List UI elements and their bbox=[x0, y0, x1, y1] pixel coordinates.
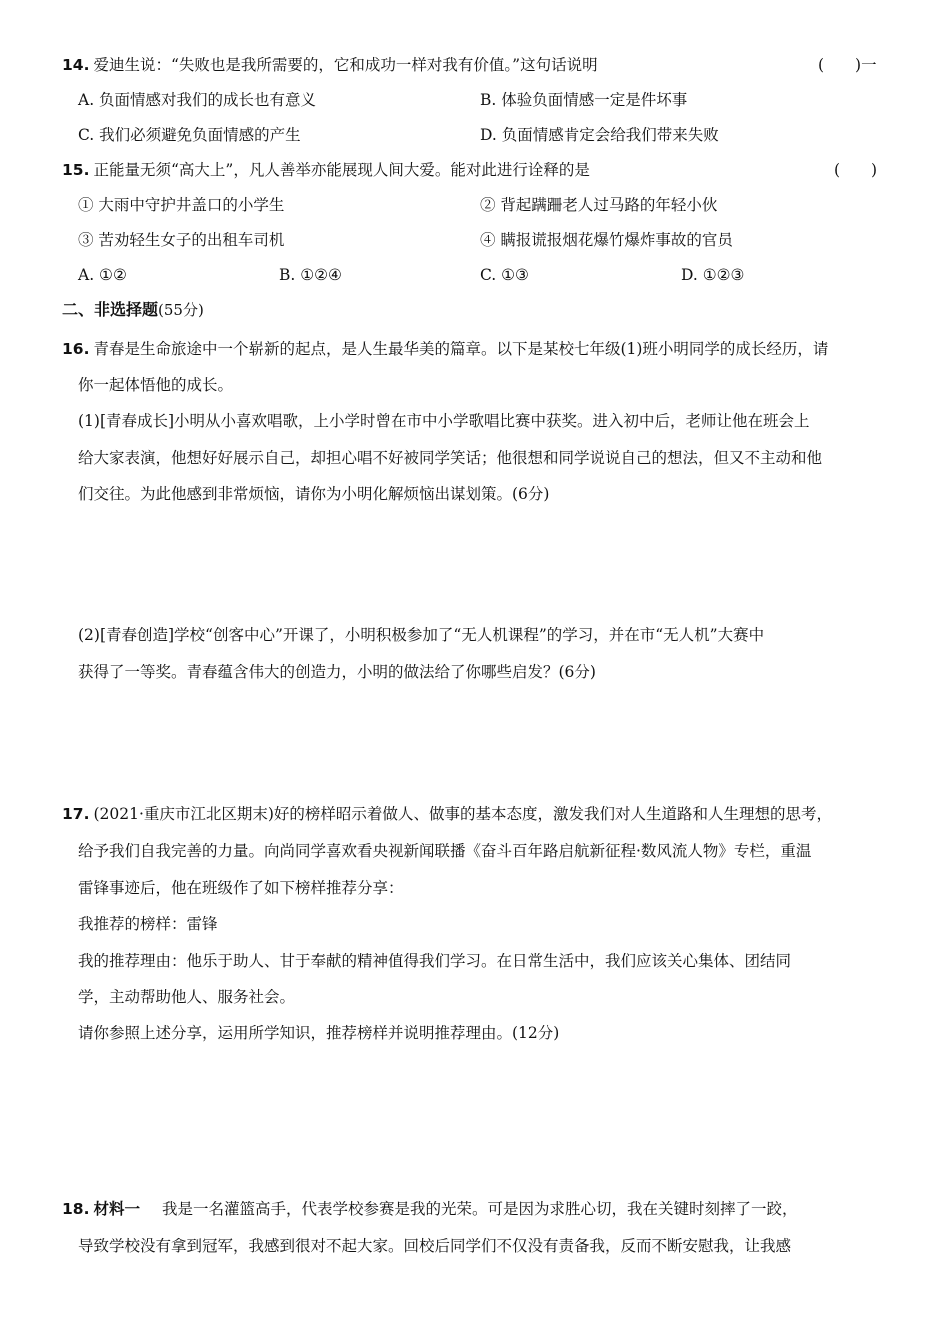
q18-number: 18. bbox=[62, 1200, 90, 1218]
q17-stem-line-1 bbox=[62, 803, 832, 825]
section2-score: (55分) bbox=[158, 301, 204, 319]
q17-quote-line-3: 学，主动帮助他人、服务社会。 bbox=[78, 988, 296, 1006]
q14-option-a: A. 负面情感对我们的成长也有意义 bbox=[78, 91, 317, 109]
q14-number: 14. bbox=[62, 56, 90, 74]
q18-material-label: 材料一 bbox=[93, 1200, 140, 1218]
section2-heading bbox=[62, 299, 204, 321]
q14-option-c: C. 我们必须避免负面情感的产生 bbox=[78, 126, 301, 144]
q17-stem-line-3: 雷锋事迹后，他在班级作了如下榜样推荐分享： bbox=[78, 879, 404, 897]
q16-stem-1: 青春是生命旅途中一个崭新的起点，是人生最华美的篇章。以下是某校七年级(1)班小明同学的成长经历，请 bbox=[93, 340, 829, 358]
q14-option-d: D. 负面情感肯定会给我们带来失败 bbox=[480, 126, 719, 144]
q18-stem-line-1 bbox=[62, 1198, 798, 1220]
q15-item-4: ④ 瞒报谎报烟花爆竹爆炸事故的官员 bbox=[480, 231, 733, 249]
q17-quote-line-2: 我的推荐理由：他乐于助人、甘于奉献的精神值得我们学习。在日常生活中，我们应该关心集体、团结同 bbox=[78, 952, 792, 970]
q16-part1-line-1: (1)[青春成长]小明从小喜欢唱歌，上小学时曾在市中小学歌唱比赛中获奖。进入初中后，老师让他在班会上 bbox=[78, 412, 810, 430]
q14-option-b: B. 体验负面情感一定是件坏事 bbox=[480, 91, 688, 109]
section2-title: 二、非选择题 bbox=[62, 300, 159, 319]
q18-material-text-1: 我是一名灌篮高手，代表学校参赛是我的光荣。可是因为求胜心切，我在关键时刻摔了一跤， bbox=[161, 1200, 798, 1218]
q16-number: 16. bbox=[62, 340, 90, 358]
q14-answer-paren: ( )一 bbox=[818, 56, 877, 74]
q15-option-c: C. ①③ bbox=[480, 266, 529, 284]
q16-part2-line-2: 获得了一等奖。青春蕴含伟大的创造力，小明的做法给了你哪些启发？(6分) bbox=[78, 663, 596, 681]
q15-answer-paren: ( ) bbox=[834, 161, 878, 179]
q15-number: 15. bbox=[62, 161, 90, 179]
q15-option-b: B. ①②④ bbox=[279, 266, 342, 284]
q14-stem-line bbox=[62, 54, 598, 76]
q15-item-3: ③ 苦劝轻生女子的出租车司机 bbox=[78, 231, 285, 249]
q16-part1-line-3: 们交往。为此他感到非常烦恼，请你为小明化解烦恼出谋划策。(6分) bbox=[78, 485, 550, 503]
q17-quote-line-1: 我推荐的榜样：雷锋 bbox=[78, 915, 218, 933]
q16-stem-line-1 bbox=[62, 338, 828, 360]
q17-stem-line-2: 给予我们自我完善的力量。向尚同学喜欢看央视新闻联播《奋斗百年路启航新征程·数风流人物》专栏，重温 bbox=[78, 842, 812, 860]
q15-item-1: ① 大雨中守护井盖口的小学生 bbox=[78, 196, 285, 214]
q16-part2-line-1: (2)[青春创造]学校“创客中心”开课了，小明积极参加了“无人机课程”的学习，并在市“无人机”大赛中 bbox=[78, 626, 765, 644]
q17-number: 17. bbox=[62, 805, 90, 823]
q15-option-a: A. ①② bbox=[78, 266, 127, 284]
q17-ask: 请你参照上述分享，运用所学知识，推荐榜样并说明推荐理由。(12分) bbox=[78, 1024, 560, 1042]
q18-stem-line-2: 导致学校没有拿到冠军，我感到很对不起大家。回校后同学们不仅没有责备我，反而不断安慰我，让我感 bbox=[78, 1237, 792, 1255]
q15-option-d: D. ①②③ bbox=[681, 266, 745, 284]
q14-stem: 爱迪生说：“失败也是我所需要的，它和成功一样对我有价值。”这句话说明 bbox=[93, 56, 598, 74]
q17-stem-1: (2021·重庆市江北区期末)好的榜样昭示着做人、做事的基本态度，激发我们对人生道路和人生理想的思考， bbox=[93, 805, 832, 823]
q16-part1-line-2: 给大家表演，他想好好展示自己，却担心唱不好被同学笑话；他很想和同学说说自己的想法，但又不主动和他 bbox=[78, 449, 823, 467]
q15-stem-line bbox=[62, 159, 590, 181]
q16-stem-line-2: 你一起体悟他的成长。 bbox=[78, 376, 234, 394]
q15-stem: 正能量无须“高大上”，凡人善举亦能展现人间大爱。能对此进行诠释的是 bbox=[93, 161, 590, 179]
q15-item-2: ② 背起蹒跚老人过马路的年轻小伙 bbox=[480, 196, 718, 214]
